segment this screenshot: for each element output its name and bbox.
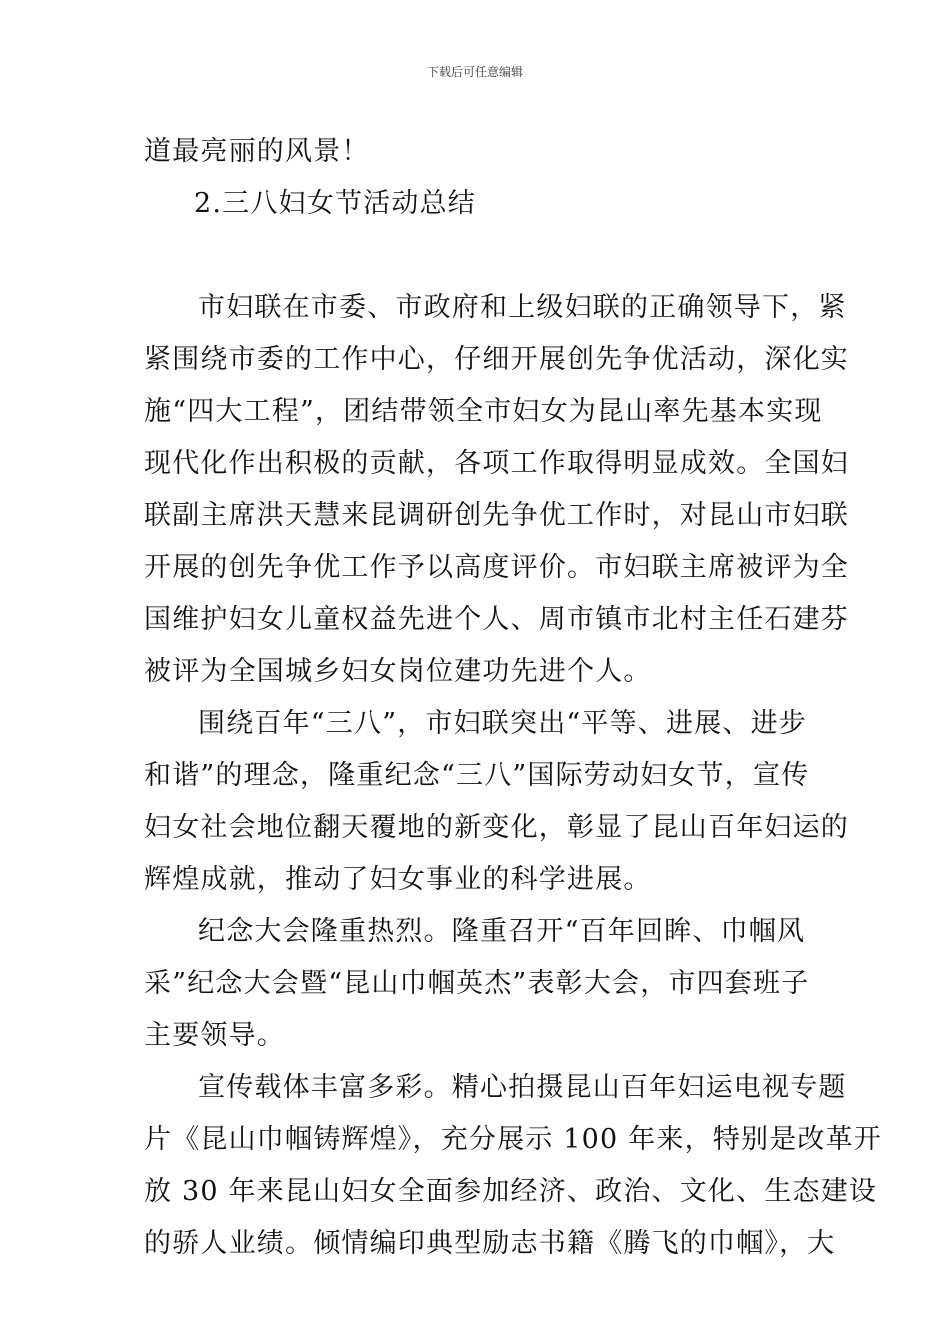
text-line: 纪念大会隆重热烈。隆重召开“百年回眸、巾帼风: [198, 916, 806, 947]
text-line: 主要领导。: [144, 1020, 285, 1051]
blank-line: [144, 230, 808, 282]
text-line: 紧围绕市委的工作中心，仔细开展创先争优活动，深化实: [144, 344, 849, 375]
text-line: 妇女社会地位翻天覆地的新变化，彰显了昆山百年妇运的: [144, 812, 849, 843]
text-line: 联副主席洪天慧来昆调研创先争优工作时，对昆山市妇联: [144, 500, 849, 531]
text-line: 道最亮丽的风景！: [144, 136, 370, 167]
text-line: 片《昆山巾帼铸辉煌》，充分展示 100 年来，特别是改革开: [144, 1124, 882, 1155]
text-line: 宣传载体丰富多彩。精心拍摄昆山百年妇运电视专题: [198, 1072, 847, 1103]
section-heading: 2.三八妇女节活动总结: [194, 188, 476, 219]
text-line: 放 30 年来昆山妇女全面参加经济、政治、文化、生态建设: [144, 1176, 878, 1207]
text-line: 的骄人业绩。倾情编印典型励志书籍《腾飞的巾帼》，大: [144, 1228, 836, 1259]
document-body: [144, 126, 882, 1270]
text-line: 市妇联在市委、市政府和上级妇联的正确领导下，紧: [198, 292, 847, 323]
text-line: 国维护妇女儿童权益先进个人、周市镇市北村主任石建芬: [144, 604, 849, 635]
text-line: 开展的创先争优工作予以高度评价。市妇联主席被评为全: [144, 552, 849, 583]
page-header-note: 下载后可任意编辑: [426, 65, 523, 79]
text-line: 和谐”的理念，隆重纪念“三八”国际劳动妇女节，宣传: [144, 760, 810, 791]
text-line: 现代化作出积极的贡献，各项工作取得明显成效。全国妇: [144, 448, 849, 479]
text-line: 围绕百年“三八”，市妇联突出“平等、进展、进步: [198, 708, 808, 739]
text-line: 辉煌成就，推动了妇女事业的科学进展。: [144, 864, 652, 895]
text-line: 被评为全国城乡妇女岗位建功先进个人。: [144, 656, 652, 687]
text-line: 采”纪念大会暨“昆山巾帼英杰”表彰大会，市四套班子: [144, 968, 810, 999]
text-line: 施“四大工程”，团结带领全市妇女为昆山率先基本实现: [144, 396, 823, 427]
